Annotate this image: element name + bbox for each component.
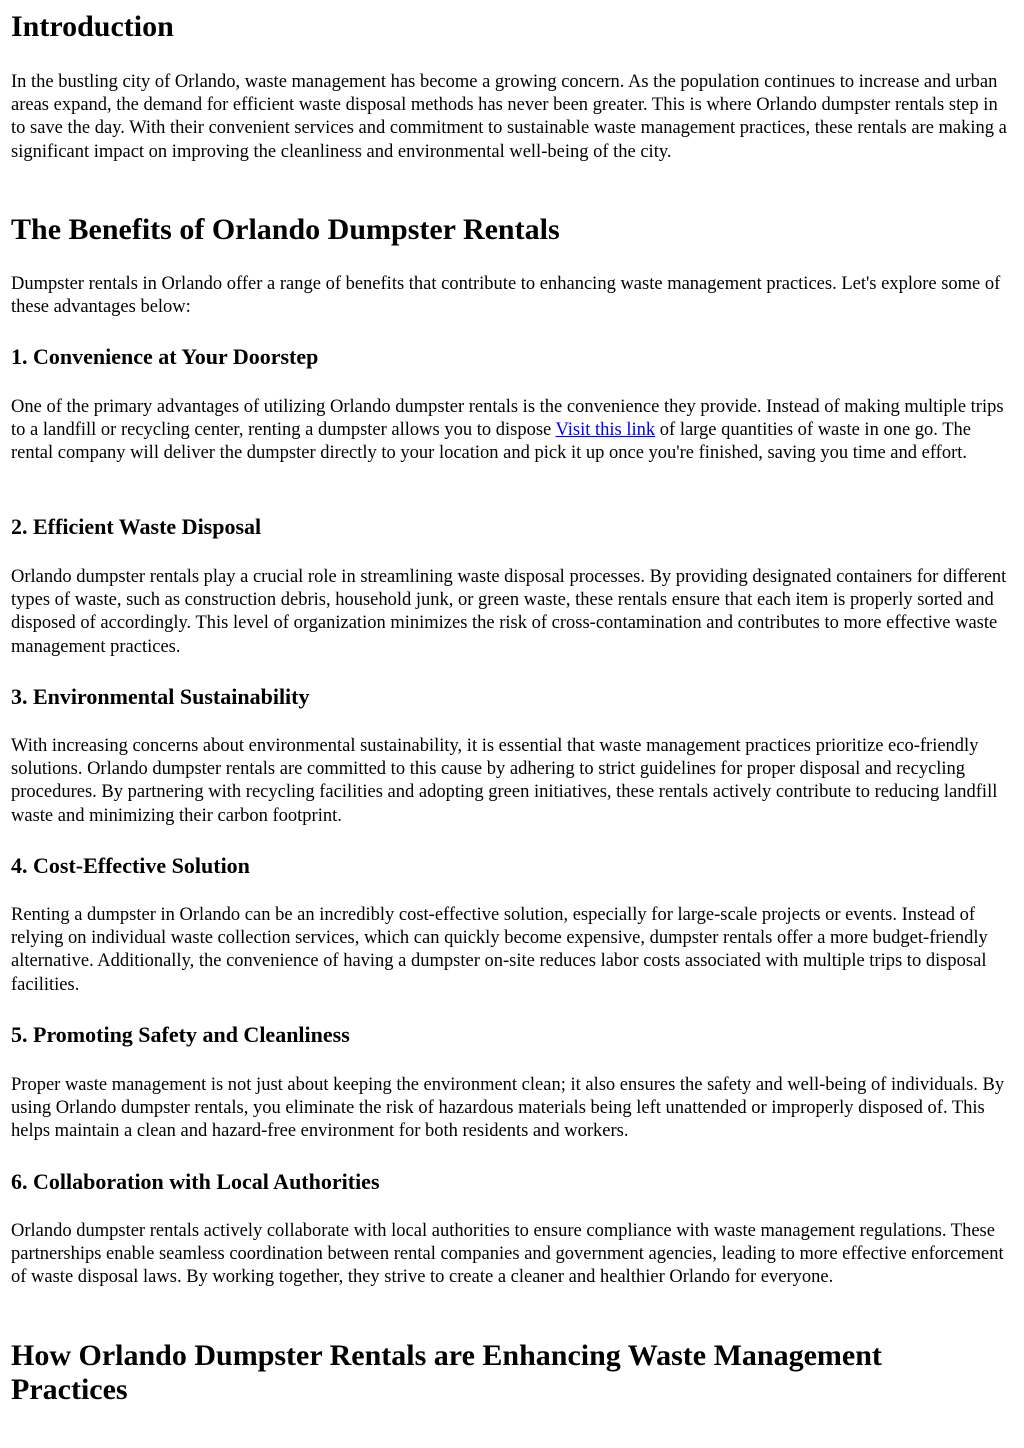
benefit-heading-convenience: 1. Convenience at Your Doorstep xyxy=(11,344,319,369)
intro-heading: Introduction xyxy=(11,10,174,43)
benefit-paragraph-efficient-disposal: Orlando dumpster rentals play a crucial role in streamlining waste disposal processes. By providing designated containers for different types of waste, such as construction debris, household junk, or green waste, these rentals ensure that each item is properly sorted and disposed of accordingly. This level of organization minimizes the risk of cross-contamination and contributes to more effective waste management practices. xyxy=(11,567,1007,657)
benefit-heading-cost-effective: 4. Cost-Effective Solution xyxy=(11,853,250,878)
benefit-paragraph-safety: Proper waste management is not just about keeping the environment clean; it also ensures the safety and well-being of individuals. By using Orlando dumpster rentals, you eliminate the risk of hazardous materials being left unattended or improperly disposed of. This helps maintain a clean and hazard-free environment for both residents and workers. xyxy=(11,1075,1005,1142)
benefit-heading-sustainability: 3. Environmental Sustainability xyxy=(11,684,310,709)
benefit-heading-efficient-disposal: 2. Efficient Waste Disposal xyxy=(11,514,262,539)
benefit-heading-collaboration: 6. Collaboration with Local Authorities xyxy=(11,1169,380,1194)
benefit-paragraph-sustainability: With increasing concerns about environmental sustainability, it is essential that waste management practices prioritize eco-friendly solutions. Orlando dumpster rentals are committed to this cause by adhering to strict guidelines for proper disposal and recycling procedures. By partnering with recycling facilities and adopting green initiatives, these rentals actively contribute to reducing landfill waste and minimizing their carbon footprint. xyxy=(11,736,998,826)
benefit-paragraph-cost-effective: Renting a dumpster in Orlando can be an incredibly cost-effective solution, especially for large-scale projects or events. Instead of relying on individual waste collection services, which can quickly become expensive, dumpster rentals offer a more budget-friendly alternative. Additionally, the convenience of having a dumpster on-site reduces labor costs associated with multiple trips to disposal facilities. xyxy=(11,905,988,995)
benefits-heading: The Benefits of Orlando Dumpster Rentals xyxy=(11,213,560,246)
benefit-paragraph-convenience xyxy=(11,396,1011,466)
benefit-text-before-link: One of the primary advantages of utilizing Orlando dumpster rentals is the convenience they provide. Instead of making multiple trips to a landfill or recycling center, renting a dumpster allows you to dispose xyxy=(11,397,1004,441)
intro-paragraph: In the bustling city of Orlando, waste management has become a growing concern. As the population continues to increase and urban areas expand, the demand for efficient waste disposal methods has never been greater. This is where Orlando dumpster rentals step in to save the day. With their convenient services and commitment to sustainable waste management practices, these rentals are making a significant impact on improving the cleanliness and environmental well-being of the city. xyxy=(11,72,1007,162)
benefit-text-after-link: of large quantities of waste in one go. The rental company will deliver the dumpster directly to your location and pick it up once you're finished, saving you time and effort. xyxy=(11,420,971,464)
benefits-paragraph: Dumpster rentals in Orlando offer a range of benefits that contribute to enhancing waste management practices. Let's explore some of these advantages below: xyxy=(11,274,1001,318)
visit-this-link[interactable]: Visit this link xyxy=(555,420,656,441)
enhancing-heading: How Orlando Dumpster Rentals are Enhancing Waste Management Practices xyxy=(11,1339,882,1406)
benefit-paragraph-collaboration: Orlando dumpster rentals actively collaborate with local authorities to ensure compliance with waste management regulations. These partnerships enable seamless coordination between rental companies and government agencies, leading to more effective enforcement of waste disposal laws. By working together, they strive to create a cleaner and healthier Orlando for everyone. xyxy=(11,1221,1004,1288)
benefit-heading-safety: 5. Promoting Safety and Cleanliness xyxy=(11,1022,350,1047)
